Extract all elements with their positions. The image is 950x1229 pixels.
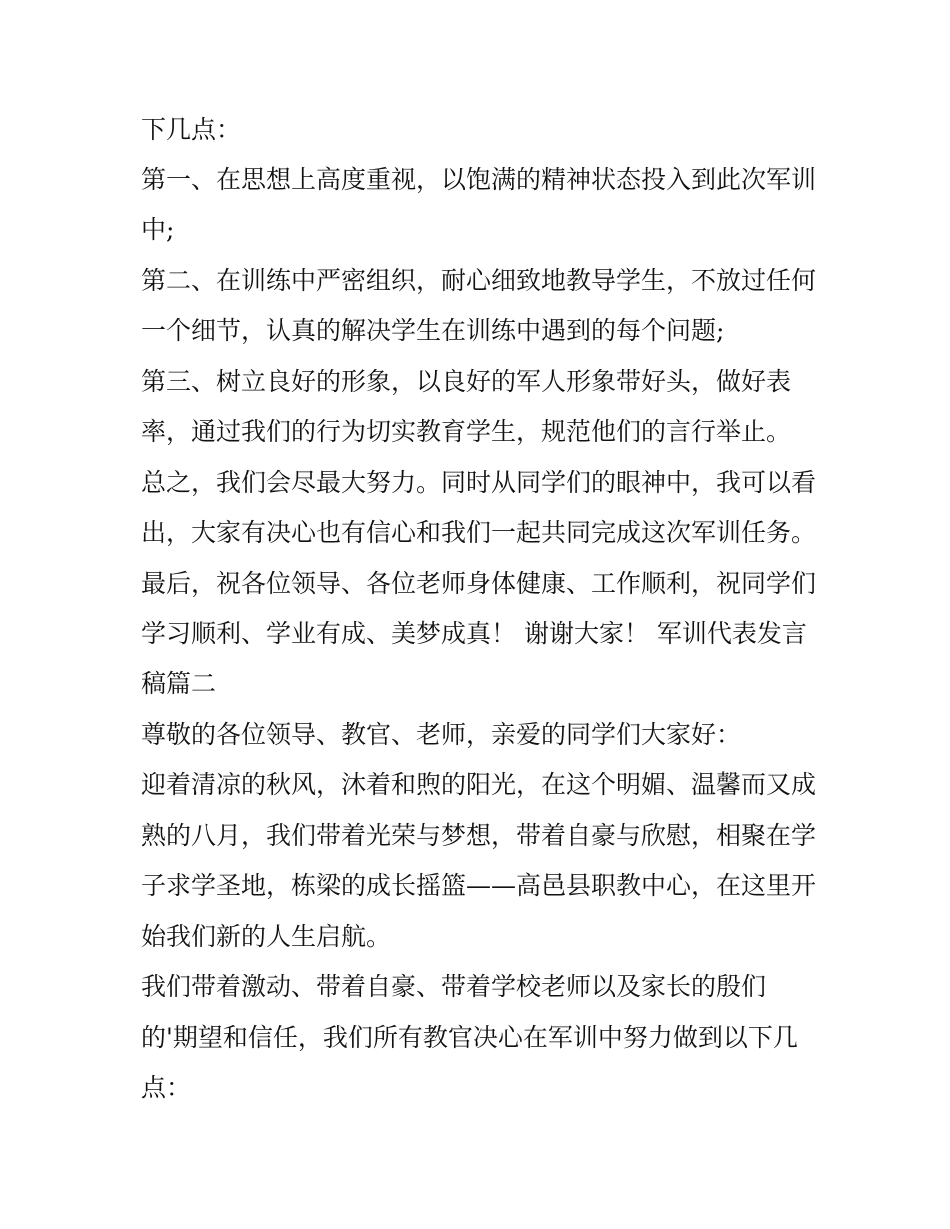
text-line: 最后，祝各位领导、各位老师身体健康、工作顺利，祝同学们 — [141, 569, 817, 598]
text-line: 第一、在思想上高度重视，以饱满的精神状态投入到此次军训 — [141, 165, 817, 194]
text-line: 下几点： — [141, 115, 242, 144]
text-line: 子求学圣地，栋梁的成长摇篮——高邑县职教中心，在这里开 — [141, 871, 817, 900]
text-line: 尊敬的各位领导、教官、老师，亲爱的同学们大家好： — [141, 720, 742, 749]
text-line: 学习顺利、学业有成、美梦成真！ 谢谢大家！ 军训代表发言 — [141, 619, 807, 648]
text-line: 出，大家有决心也有信心和我们一起共同完成这次军训任务。 — [141, 518, 817, 547]
text-line: 我们带着激动、带着自豪、带着学校老师以及家长的殷们 — [141, 972, 767, 1001]
text-line: 熟的八月，我们带着光荣与梦想，带着自豪与欣慰，相聚在学 — [141, 821, 817, 850]
text-line: 迎着清凉的秋风，沐着和煦的阳光，在这个明媚、温馨而又成 — [141, 770, 817, 799]
text-line: 一个细节，认真的解决学生在训练中遇到的每个问题; — [141, 316, 725, 345]
text-line: 的'期望和信任，我们所有教官决心在军训中努力做到以下几 — [141, 1023, 798, 1052]
text-line: 率，通过我们的行为切实教育学生，规范他们的言行举止。 — [141, 417, 792, 446]
text-line: 总之，我们会尽最大努力。同时从同学们的眼神中，我可以看 — [141, 468, 817, 497]
text-line: 中; — [141, 215, 175, 244]
text-line: 点： — [141, 1073, 192, 1102]
text-line: 第三、树立良好的形象，以良好的军人形象带好头，做好表 — [141, 367, 792, 396]
text-line: 第二、在训练中严密组织，耐心细致地教导学生，不放过任何 — [141, 266, 817, 295]
text-line: 始我们新的人生启航。 — [141, 922, 392, 951]
text-line: 稿篇二 — [141, 669, 217, 698]
